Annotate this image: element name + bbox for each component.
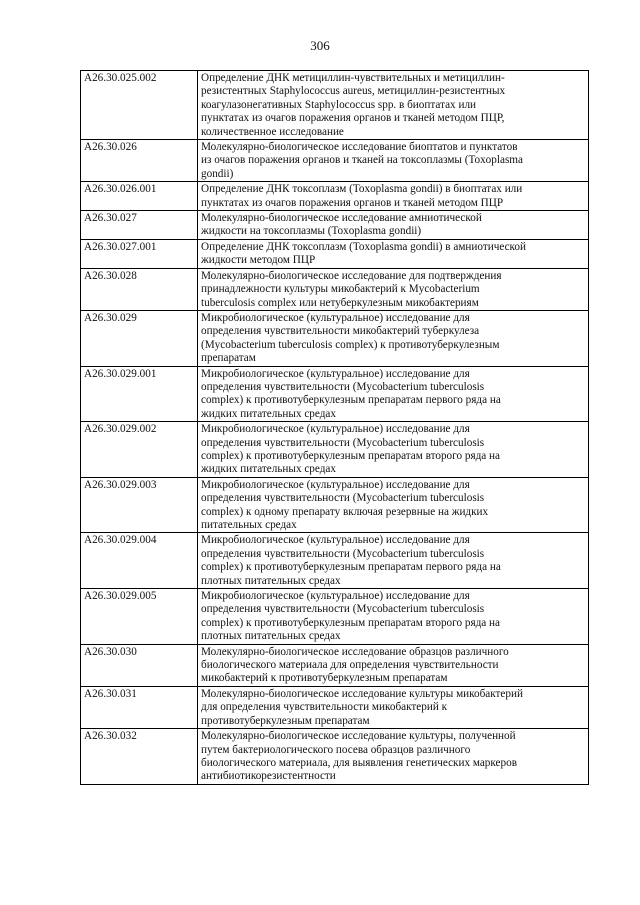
table-row — [81, 644, 589, 686]
description-line: Определение ДНК токсоплазм (Toxoplasma gondii) в биоптатах или — [201, 183, 523, 196]
table-row — [81, 71, 589, 140]
description-line: определения чувствительности (Mycobacterium tuberculosis — [201, 603, 485, 616]
description-line: определения чувствительности (Mycobacterium tuberculosis — [201, 547, 485, 560]
description-line: коагулазонегативных Staphylococcus spp. в биоптатах или — [201, 98, 477, 111]
service-description-cell — [198, 729, 589, 785]
table-row — [81, 140, 589, 182]
description-line: complex) к противотуберкулезным препаратам второго ряда на — [201, 616, 500, 629]
service-code-cell: A26.30.029.002 — [81, 422, 198, 478]
description-line: жидкости методом ПЦР — [201, 254, 316, 267]
service-code-cell: A26.30.029 — [81, 310, 198, 366]
description-line: пунктатах из очагов поражения органов и тканей методом ПЦР — [201, 196, 504, 209]
description-line: Определение ДНК токсоплазм (Toxoplasma gondii) в амниотической — [201, 240, 526, 253]
description-line: Микробиологическое (культуральное) исследование для — [201, 590, 470, 603]
description-line: Молекулярно-биологическое исследование культуры, полученной — [201, 730, 516, 743]
description-line: Определение ДНК метициллин-чувствительных и метициллин- — [201, 72, 505, 84]
description-line: жидких питательных средах — [201, 407, 336, 420]
description-line: плотных питательных средах — [201, 630, 341, 643]
description-line: пунктатах из очагов поражения органов и тканей методом ПЦР, — [201, 112, 505, 125]
description-line: complex) к противотуберкулезным препаратам первого ряда на — [201, 561, 501, 574]
service-code-cell: A26.30.029.004 — [81, 533, 198, 589]
description-line: микобактерий к противотуберкулезным препаратам — [201, 672, 448, 685]
table-row — [81, 310, 589, 366]
service-description-cell — [198, 310, 589, 366]
description-line: gondii) — [201, 167, 234, 180]
description-line: Микробиологическое (культуральное) исследование для — [201, 534, 470, 547]
description-line: Микробиологическое (культуральное) исследование для — [201, 311, 470, 324]
description-line: tuberculosis complex или нетуберкулезным микобактериям — [201, 296, 479, 309]
table-row — [81, 533, 589, 589]
description-line: питательных средах — [201, 519, 297, 531]
table-row — [81, 477, 589, 533]
description-line: принадлежности культуры микобактерий к Mycobacterium — [201, 283, 480, 296]
table-row — [81, 239, 589, 268]
description-line: определения чувствительности (Mycobacterium tuberculosis — [201, 492, 485, 505]
description-line: определения чувствительности микобактерий туберкулеза — [201, 325, 480, 338]
description-line: complex) к противотуберкулезным препаратам второго ряда на — [201, 449, 500, 462]
table-row — [81, 182, 589, 211]
description-line: complex) к одному препарату включая резервные на жидких — [201, 505, 489, 518]
service-description-cell — [198, 477, 589, 533]
service-description-cell — [198, 71, 589, 140]
table-row — [81, 211, 589, 240]
service-codes-table — [80, 70, 589, 785]
service-code-cell: A26.30.027 — [81, 211, 198, 240]
description-line: Микробиологическое (культуральное) исследование для — [201, 423, 470, 436]
description-line: Молекулярно-биологическое исследование культуры микобактерий — [201, 687, 523, 700]
page-number: 306 — [310, 38, 330, 53]
table-row — [81, 268, 589, 310]
service-description-cell — [198, 211, 589, 240]
service-description-cell — [198, 182, 589, 211]
service-code-cell: A26.30.030 — [81, 644, 198, 686]
description-line: определения чувствительности (Mycobacterium tuberculosis — [201, 436, 485, 449]
description-line: противотуберкулезным препаратам — [201, 714, 370, 727]
table-row — [81, 422, 589, 478]
service-code-cell: A26.30.025.002 — [81, 71, 198, 140]
description-line: Молекулярно-биологическое исследование биоптатов и пунктатов — [201, 141, 518, 154]
description-line: complex) к противотуберкулезным препаратам первого ряда на — [201, 394, 501, 407]
service-description-cell — [198, 268, 589, 310]
service-description-cell — [198, 533, 589, 589]
service-code-cell: A26.30.031 — [81, 686, 198, 728]
description-line: из очагов поражения органов и тканей на токсоплазмы (Toxoplasma — [201, 154, 523, 167]
description-line: антибиотикорезистентности — [201, 770, 336, 783]
service-code-cell: A26.30.029.001 — [81, 366, 198, 422]
service-description-cell — [198, 589, 589, 645]
description-line: Молекулярно-биологическое исследование для подтверждения — [201, 269, 502, 282]
service-description-cell — [198, 140, 589, 182]
description-line: биологического материала для определения чувствительности — [201, 659, 499, 672]
description-line: Молекулярно-биологическое исследование амниотической — [201, 212, 482, 225]
service-code-cell: A26.30.028 — [81, 268, 198, 310]
description-line: (Mycobacterium tuberculosis complex) к противотуберкулезным — [201, 338, 500, 351]
description-line: жидкости на токсоплазмы (Toxoplasma gondii) — [201, 225, 422, 238]
service-code-cell: A26.30.029.003 — [81, 477, 198, 533]
table-row — [81, 686, 589, 728]
description-line: жидких питательных средах — [201, 463, 336, 476]
service-code-cell: A26.30.026.001 — [81, 182, 198, 211]
table-body — [81, 71, 589, 785]
service-description-cell — [198, 422, 589, 478]
table-row — [81, 589, 589, 645]
description-line: определения чувствительности (Mycobacterium tuberculosis — [201, 380, 485, 393]
service-code-cell: A26.30.029.005 — [81, 589, 198, 645]
service-description-cell — [198, 644, 589, 686]
service-description-cell — [198, 366, 589, 422]
description-line: Микробиологическое (культуральное) исследование для — [201, 478, 470, 491]
service-description-cell — [198, 239, 589, 268]
table-row — [81, 729, 589, 785]
description-line: резистентных Staphylococcus aureus, метициллин-резистентных — [201, 85, 506, 98]
service-description-cell — [198, 686, 589, 728]
service-code-cell: A26.30.026 — [81, 140, 198, 182]
service-code-cell: A26.30.027.001 — [81, 239, 198, 268]
description-line: Микробиологическое (культуральное) исследование для — [201, 367, 470, 380]
description-line: путем бактериологического посева образцов различного — [201, 743, 471, 756]
description-line: количественное исследование — [201, 125, 344, 138]
service-code-cell: A26.30.032 — [81, 729, 198, 785]
description-line: для определения чувствительности микобактерий к — [201, 701, 448, 714]
description-line: препаратам — [201, 352, 256, 365]
description-line: плотных питательных средах — [201, 574, 341, 587]
description-line: биологического материала, для выявления генетических маркеров — [201, 756, 517, 769]
table-row — [81, 366, 589, 422]
description-line: Молекулярно-биологическое исследование образцов различного — [201, 645, 509, 658]
